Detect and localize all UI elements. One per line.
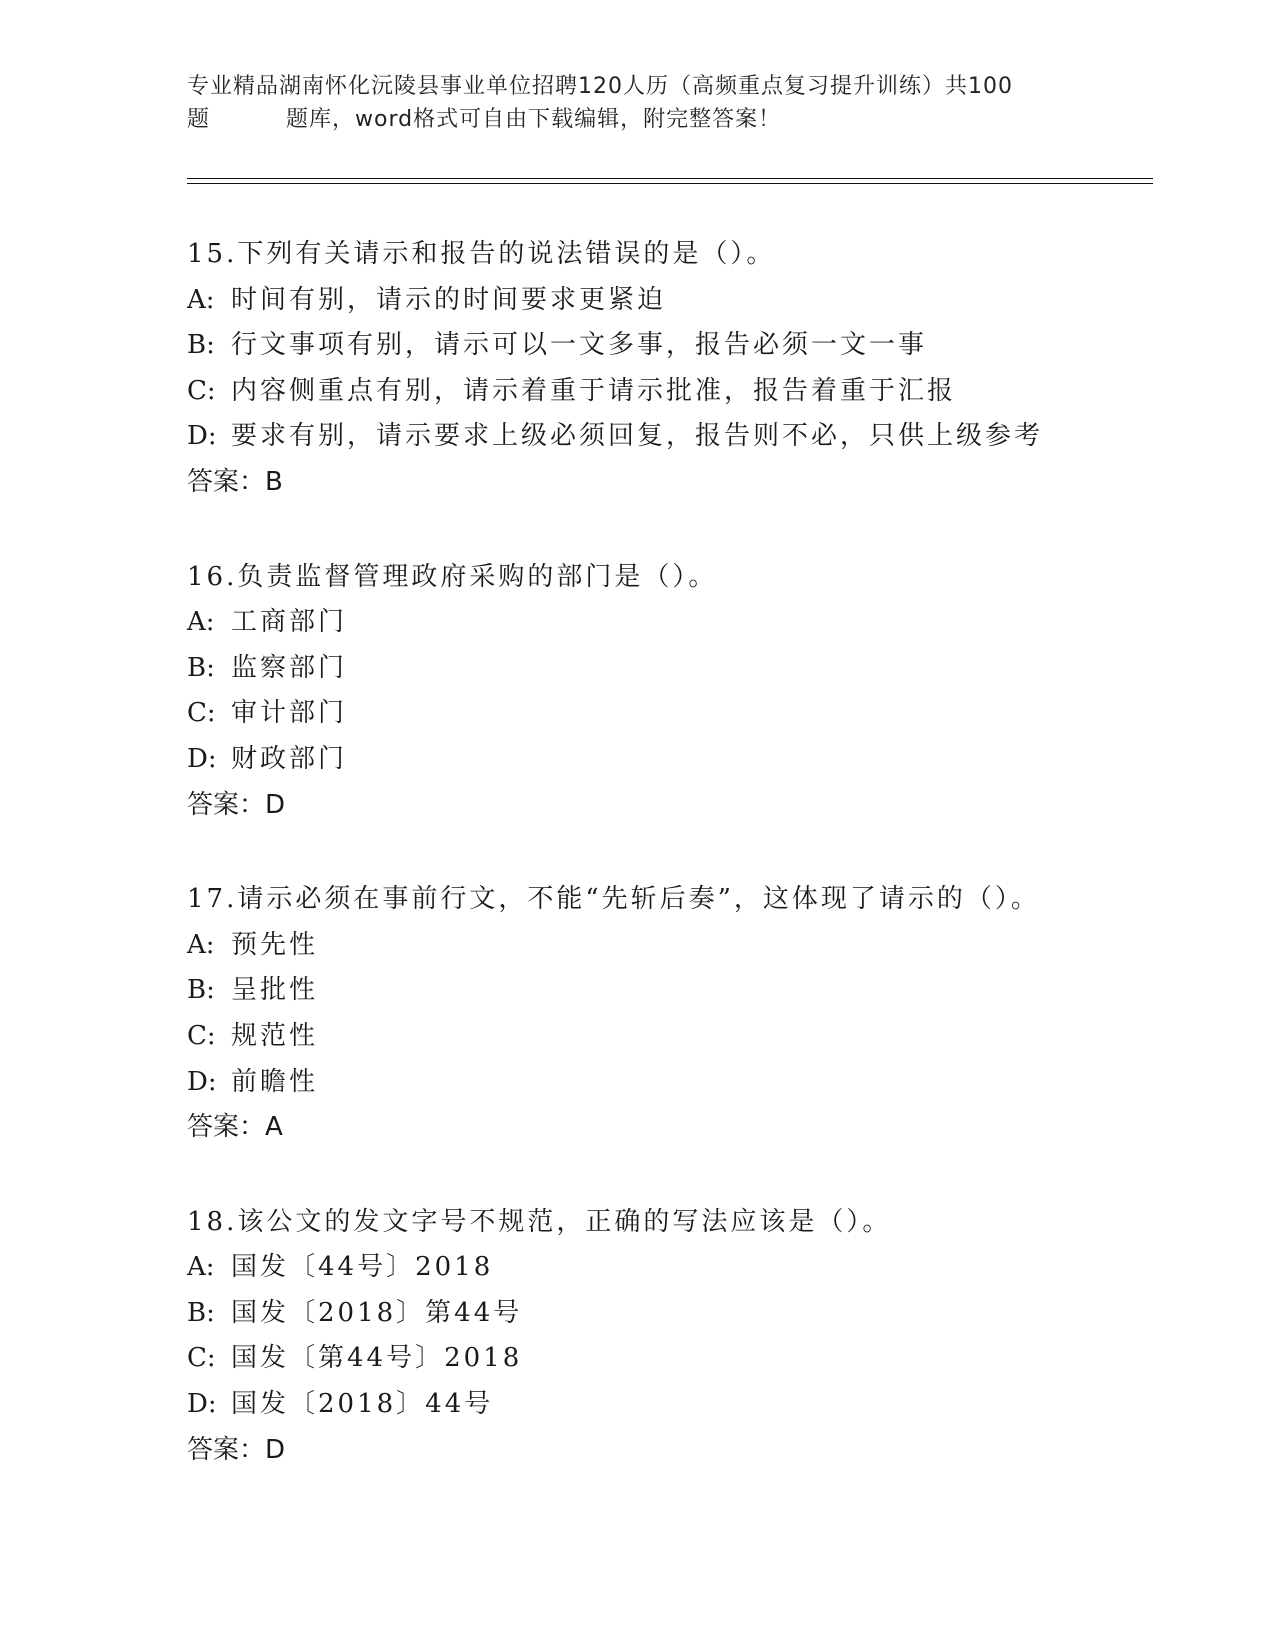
option-text: 审计部门 xyxy=(231,698,348,729)
header-line-2-head: 题 xyxy=(187,107,211,132)
header-line-1: 专业精品湖南怀化沅陵县事业单位招聘120人历（高频重点复习提升训练）共100 xyxy=(187,74,1013,99)
option-key: D: xyxy=(187,421,217,452)
option-key: A: xyxy=(187,607,215,638)
option-key: C: xyxy=(187,1343,216,1374)
option-b xyxy=(187,646,1147,692)
question-stem: 15.下列有关请示和报告的说法错误的是（）。 xyxy=(187,239,776,269)
option-d xyxy=(187,414,1147,460)
option-key: C: xyxy=(187,375,216,406)
option-d xyxy=(187,1060,1147,1106)
option-b xyxy=(187,968,1147,1014)
question-stem: 17.请示必须在事前行文，不能“先斩后奏”，这体现了请示的（）。 xyxy=(187,884,1040,915)
option-key: D: xyxy=(187,1389,217,1420)
header-line-2-tail: 题库，word格式可自由下载编辑，附完整答案！ xyxy=(286,107,782,132)
question-stem: 18.该公文的发文字号不规范，正确的写法应该是（）。 xyxy=(187,1206,892,1237)
header-divider-bottom xyxy=(187,183,1153,184)
option-key: D: xyxy=(187,743,217,774)
option-text: 国发〔2018〕第44号 xyxy=(231,1297,523,1328)
question-16 xyxy=(187,555,1147,829)
header-line-2 xyxy=(187,103,1107,136)
option-key: B: xyxy=(187,652,215,683)
option-text: 规范性 xyxy=(231,1020,319,1051)
option-c xyxy=(187,1336,1147,1382)
question-stem: 16.负责监督管理政府采购的部门是（）。 xyxy=(187,561,718,592)
option-key: A: xyxy=(187,1252,215,1283)
option-b xyxy=(187,1291,1147,1337)
option-a xyxy=(187,278,1147,324)
option-text: 国发〔第44号〕2018 xyxy=(231,1343,523,1374)
option-text: 国发〔2018〕44号 xyxy=(231,1389,494,1420)
option-key: A: xyxy=(187,929,215,960)
option-c xyxy=(187,1014,1147,1060)
question-15 xyxy=(187,232,1147,506)
question-17 xyxy=(187,877,1147,1151)
option-key: B: xyxy=(187,1297,215,1328)
question-list xyxy=(187,232,1147,1522)
option-text: 国发〔44号〕2018 xyxy=(231,1252,494,1283)
option-key: C: xyxy=(187,698,216,729)
header-divider-top xyxy=(187,178,1153,179)
option-text: 财政部门 xyxy=(231,743,348,774)
option-text: 工商部门 xyxy=(231,607,348,638)
option-b xyxy=(187,323,1147,369)
option-key: A: xyxy=(187,284,215,315)
answer-line: 答案：A xyxy=(187,1112,283,1143)
answer-line: 答案：D xyxy=(187,1434,286,1465)
option-key: C: xyxy=(187,1020,216,1051)
option-a xyxy=(187,923,1147,969)
option-text: 预先性 xyxy=(231,929,319,960)
option-text: 要求有别，请示要求上级必须回复，报告则不必，只供上级参考 xyxy=(231,421,1044,452)
option-key: B: xyxy=(187,975,215,1006)
option-a xyxy=(187,1245,1147,1291)
option-key: B: xyxy=(187,330,215,361)
answer-line: 答案：B xyxy=(187,466,283,497)
answer-line: 答案：D xyxy=(187,789,286,820)
option-text: 内容侧重点有别，请示着重于请示批准，报告着重于汇报 xyxy=(231,375,957,406)
option-d xyxy=(187,1382,1147,1428)
option-text: 监察部门 xyxy=(231,652,348,683)
option-key: D: xyxy=(187,1066,217,1097)
option-text: 行文事项有别，请示可以一文多事，报告必须一文一事 xyxy=(231,330,928,361)
option-c xyxy=(187,369,1147,415)
option-d xyxy=(187,737,1147,783)
option-text: 时间有别，请示的时间要求更紧迫 xyxy=(231,284,667,315)
option-text: 前瞻性 xyxy=(231,1066,319,1097)
option-a xyxy=(187,600,1147,646)
question-18 xyxy=(187,1200,1147,1474)
option-c xyxy=(187,691,1147,737)
option-text: 呈批性 xyxy=(231,975,319,1006)
document-header xyxy=(187,70,1107,136)
